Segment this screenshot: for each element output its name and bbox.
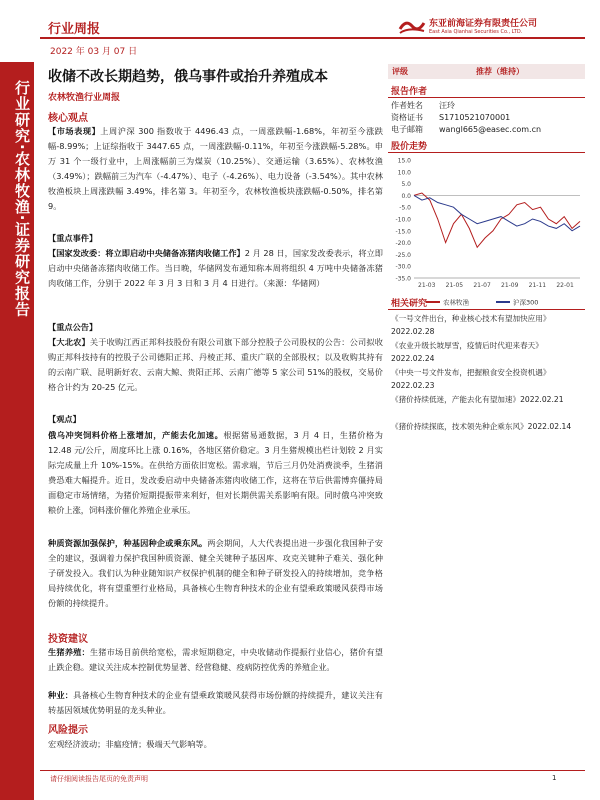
x-tick-label: 22-01 [556,282,574,289]
y-tick-label: -30.0 [395,263,411,271]
dbn-paragraph [48,335,383,395]
related-item-3[interactable]: 《中央一号文件发布，把握粮食安全投资机遇》2022.02.23 [391,368,551,390]
footer-disclaimer[interactable]: 请仔细阅读报告尾页的免责声明 [50,775,148,783]
author-name-key: 作者姓名 [391,101,423,110]
y-tick-label: 0.0 [401,192,411,200]
market-text: 上周沪深 300 指数收于 4496.43 点，一周涨跌幅-1.68%，年初至今涨跌幅-8.99%；上证综指收于 3447.65 点，一周涨跌幅-0.11%，年初至今涨跌幅-5.28%。申万 31 个一级行业中，上周涨幅前三为煤炭（10.25%）、交通运输（3.65%）、农林牧渔（3.49%）；跌幅前三为汽车（-4.47%）、电子（-4.26%）、电力设备（-3.54%）。其中农林牧渔板块上周涨跌幅 3.49%，排名第 3。年初至今，农林牧渔板块涨跌幅-0.50%，排名第 9。 [48,126,383,211]
report-title: 收储不改长期趋势，俄乌事件或抬升养殖成本 [48,69,328,85]
y-tick-label: -25.0 [395,251,411,259]
y-tick-label: -15.0 [395,228,411,236]
report-type: 行业周报 [48,22,101,37]
view1-label: 俄乌冲突饲料价格上涨增加，产能去化加速。 [48,430,224,440]
related-item-1[interactable]: 《一号文件出台，种业核心技术有望加快应用》2022.02.28 [391,314,551,336]
y-axis [395,158,580,283]
market-label: 【市场表现】 [48,126,101,136]
advice2-label: 种业： [48,690,74,700]
related-heading: 相关研究 [391,299,428,309]
y-tick-label: -35.0 [395,275,411,283]
header-rule [40,37,585,39]
related-item-4[interactable]: 《猪价持续低迷，产能去化有望加速》2022.02.21 [391,395,564,404]
x-tick-label: 21-03 [418,282,436,289]
series-lines [414,193,580,247]
related-item-5[interactable]: 《猪价持续探底，技术领先种企乘东风》2022.02.14 [391,422,572,431]
x-tick-label: 21-11 [528,282,547,289]
stock-heading: 股价走势 [391,142,428,152]
view2-text: 两会期间，人大代表提出进一步强化我国种子安全的建议，强调着力保护我国种质资源、健全关键种子基因库、攻克关键种子难关、强化种子研发投入。我们认为种业随知识产权保护机制的健全和种子研发投入的持续增加，竞争格局持续优化，将有望重塑行业格局，具备核心生物育种技术的企业有望乘政策暖风获得市场份额的持续提升。 [48,538,383,608]
x-tick-label: 21-09 [501,282,519,289]
author-email-key: 电子邮箱 [391,125,423,134]
x-axis [414,278,580,289]
legend-label: 农林牧渔 [443,298,469,307]
view2-label: 种质资源加强保护，种基因种企或乘东风。 [48,538,208,548]
author-name-value: 汪玲 [439,101,455,110]
related-rule [388,309,585,310]
legend-label: 沪深300 [513,298,539,307]
logo-text-cn: 东亚前海证券有限责任公司 [429,19,538,29]
footer-rule [40,770,585,771]
report-subtitle: 农林牧渔行业周报 [48,93,121,103]
view2-paragraph [48,536,383,611]
dbn-label: 【大北农】 [48,337,90,347]
chart-legend [426,298,538,307]
advice1-text: 生猪市场目前供给宽松，需求短期稳定，中央收储动作提振行业信心，猪价有望止跌企稳。建议关注成本控制优势显著、经营稳健、疫病防控优秀的养殖企业。 [48,647,383,672]
report-date: 2022 年 03 月 07 日 [50,47,138,57]
author-cert-key: 资格证书 [391,113,423,122]
state-label: 【国家发改委：将立即启动中央储备冻猪肉收储工作】 [48,248,245,258]
y-tick-label: -20.0 [395,240,411,248]
focus-notice-heading-wrap [48,320,383,335]
advice-heading: 投资建议 [48,634,88,645]
author-email-value[interactable]: wangl665@easec.com.cn [439,125,542,134]
focus-event-heading: 【重点事件】 [48,233,98,243]
market-paragraph [48,124,383,214]
risk-heading: 风险提示 [48,725,88,736]
focus-notice-heading: 【重点公告】 [48,322,98,332]
advice2-paragraph [48,688,383,718]
advice2-text: 具备核心生物育种技术的企业有望乘政策暖风获得市场份额的持续提升，建议关注有转基因领域优势明显的龙头种业。 [48,690,383,715]
author-cert-value: S1710521070001 [439,113,511,122]
author-heading: 报告作者 [391,87,428,97]
y-tick-label: -10.0 [395,216,411,224]
view1-paragraph [48,428,383,518]
advice1-label: 生猪养殖： [48,647,90,657]
author-name-row [391,100,455,111]
view1-text: 根据猪易通数据，3 月 4 日，生猪价格为 12.48 元/公斤，周度环比上涨 0.16%，各地区猪价稳定。3 月生猪规模出栏计划较 2 月实际完成量上升 10%-15%。在供给方面依旧宽松。需求端，节后三月仍处消费淡季，生猪消费恐难大幅提升。近日，发改委启动中央储备冻猪肉收储工作，这将在节后供需博弈僵持局面稳定市场情绪，为猪价短期提振带来利好，但对长期供需关系影响有限。同时俄乌冲突致粮价上涨，饲料涨价催化养殖企业承压。 [48,430,383,515]
stock-chart [388,154,588,312]
state-paragraph [48,246,383,291]
dbn-text: 关于收购江西正邦科技股份有限公司旗下部分控股子公司股权的公告：公司拟收购正邦科技持有的控股子公司德阳正邦、丹棱正邦、重庆广联的全部股权；以及收购其持有的云南广联、昆明新好农、云南大鲸、贵阳正邦、云南广德等 5 家公司 51%的股权，交易价格合计约为 20-25 亿元。 [48,337,383,392]
side-category-label: 行业研究·农林牧渔·证券研究报告 [13,80,31,318]
author-cert-row [391,112,510,123]
rating-label: 评级 [392,67,408,76]
advice1-paragraph [48,645,383,675]
related-item-2[interactable]: 《农业升级长坡厚雪，疫情后时代迎来春天》2022.02.24 [391,341,543,363]
stock-rule [388,152,585,153]
y-tick-label: -5.0 [399,204,411,212]
series-line [414,193,580,247]
core-view-heading: 核心观点 [48,113,88,124]
x-tick-label: 21-07 [473,282,491,289]
view-heading: 【观点】 [48,414,81,424]
rating-value: 推荐（维持） [476,67,524,76]
author-email-row [391,124,541,135]
risk-text: 宏观经济波动；非瘟疫情；极端天气影响等。 [48,739,212,749]
y-tick-label: 15.0 [397,157,411,165]
page-number: 1 [552,774,557,782]
logo-mark-icon [398,17,426,35]
y-tick-label: 5.0 [401,181,411,189]
author-rule [388,97,585,98]
x-tick-label: 21-05 [445,282,464,289]
focus-event-heading-wrap [48,231,383,246]
logo-text-en: East Asia Qianhai Securities Co., LTD. [429,29,523,35]
state-text: 2 月 28 日，国家发改委表示，将立即启动中央储备冻猪肉收储工作。当日晚，华储网发布通知称本周将组织 4 万吨中央储备冻猪肉收储工作，分别于 2022 年 3 月 3 日和 3 月 4 日进行。（来源：华储网） [48,248,383,288]
y-tick-label: 10.0 [397,169,411,177]
view-heading-wrap [48,412,383,427]
rating-box [388,64,585,79]
company-logo [398,16,537,35]
